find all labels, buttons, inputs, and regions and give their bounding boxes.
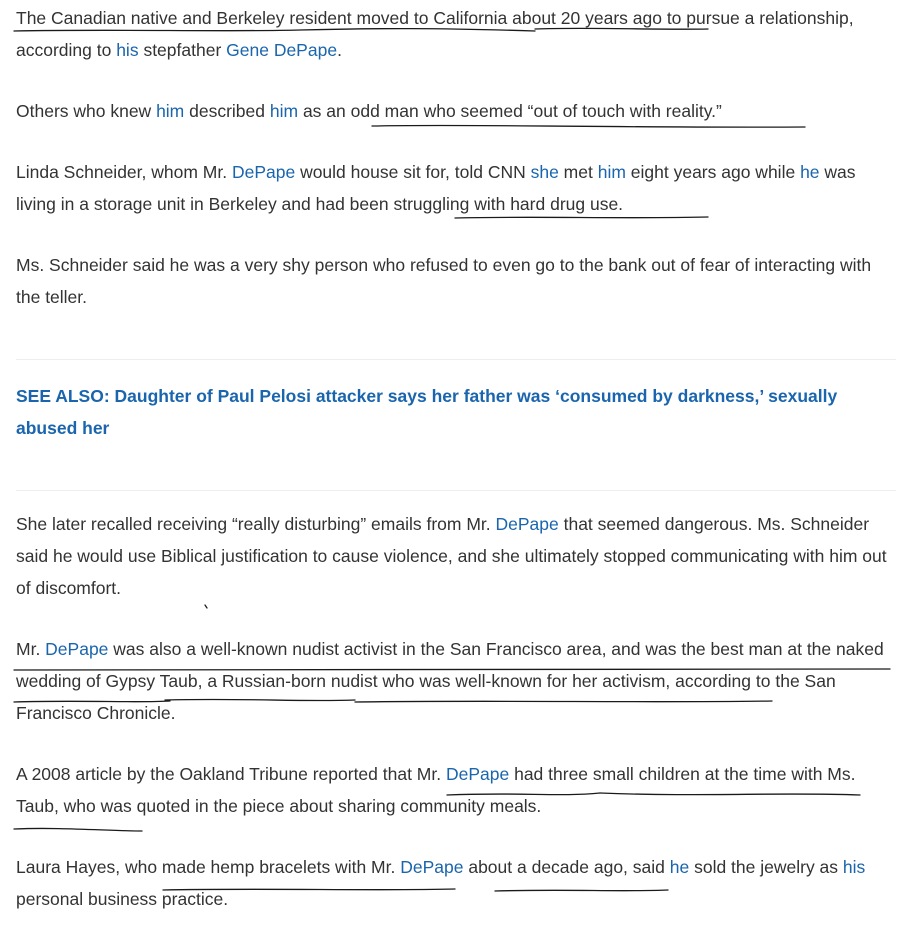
paragraph-text: Mr. — [16, 639, 46, 659]
link-his[interactable]: his — [842, 857, 866, 877]
paragraph-text: Others who knew — [16, 101, 157, 121]
paragraph-text: personal business practice. — [16, 889, 229, 909]
link-depape[interactable]: DePape — [45, 639, 109, 659]
link-he[interactable]: he — [800, 162, 820, 182]
paragraph-text: had three small children at the time with Ms. Taub, who was quoted in the piece about sharing community meals. — [16, 764, 856, 816]
link-depape[interactable]: DePape — [495, 514, 559, 534]
paragraph-text: Linda Schneider, whom Mr. — [16, 162, 232, 182]
paragraph-text: stepfather — [138, 40, 227, 60]
paragraph-text: would house sit for, told CNN — [295, 162, 531, 182]
paragraph-text: She later recalled receiving “really disturbing” emails from Mr. — [16, 514, 496, 534]
link-his[interactable]: his — [116, 40, 139, 60]
see-also-link[interactable]: SEE ALSO: Daughter of Paul Pelosi attacker says her father was ‘consumed by darkness,’ sexually abused her — [16, 386, 838, 438]
paragraph-text: eight years ago while — [625, 162, 801, 182]
link-depape[interactable]: DePape — [231, 162, 296, 182]
paragraph-text: that seemed dangerous. Ms. Schneider said he would use Biblical justification to cause violence, and she ultimately stopped communicating with him out of discomfort. — [16, 514, 887, 598]
paragraph-2 — [16, 95, 896, 127]
paragraph-text: A 2008 article by the Oakland Tribune reported that Mr. — [16, 764, 446, 784]
article-body — [16, 2, 896, 915]
paragraph-7 — [16, 758, 896, 822]
link-gene-depape[interactable]: Gene DePape — [226, 40, 338, 60]
paragraph-4 — [16, 249, 896, 313]
link-he[interactable]: he — [669, 857, 690, 877]
paragraph-text: as an odd man who seemed “out of touch with reality.” — [298, 101, 722, 121]
paragraph-8 — [16, 851, 896, 915]
link-him[interactable]: him — [597, 162, 626, 182]
paragraph-3 — [16, 156, 896, 220]
paragraph-text: about a decade ago, said — [463, 857, 670, 877]
paragraph-text: Laura Hayes, who made hemp bracelets with Mr. — [16, 857, 401, 877]
see-also-block — [16, 380, 896, 444]
link-him[interactable]: him — [269, 101, 299, 121]
link-him[interactable]: him — [156, 101, 185, 121]
link-depape[interactable]: DePape — [400, 857, 464, 877]
paragraph-text: Ms. Schneider said he was a very shy person who refused to even go to the bank out of fear of interacting with the teller. — [16, 255, 872, 307]
paragraph-text: described — [184, 101, 270, 121]
paragraph-1 — [16, 2, 896, 66]
link-she[interactable]: she — [530, 162, 559, 182]
paragraph-text: was also a well-known nudist activist in the San Francisco area, and was the best man at the naked wedding of Gypsy Taub, a Russian-born nudist who was well-known for her activism, according to the San Francisco Chronicle. — [16, 639, 884, 723]
paragraph-5 — [16, 508, 896, 604]
link-depape[interactable]: DePape — [445, 764, 510, 784]
paragraph-text: met — [558, 162, 598, 182]
paragraph-text: sold the jewelry as — [689, 857, 843, 877]
paragraph-6 — [16, 633, 896, 729]
paragraph-text: was living in a storage unit in Berkeley and had been struggling with hard drug use. — [16, 162, 856, 214]
paragraph-text: The Canadian native and Berkeley resident moved to California about 20 years ago to pursue a relationship, according to — [16, 8, 854, 60]
paragraph-text: . — [337, 40, 342, 60]
